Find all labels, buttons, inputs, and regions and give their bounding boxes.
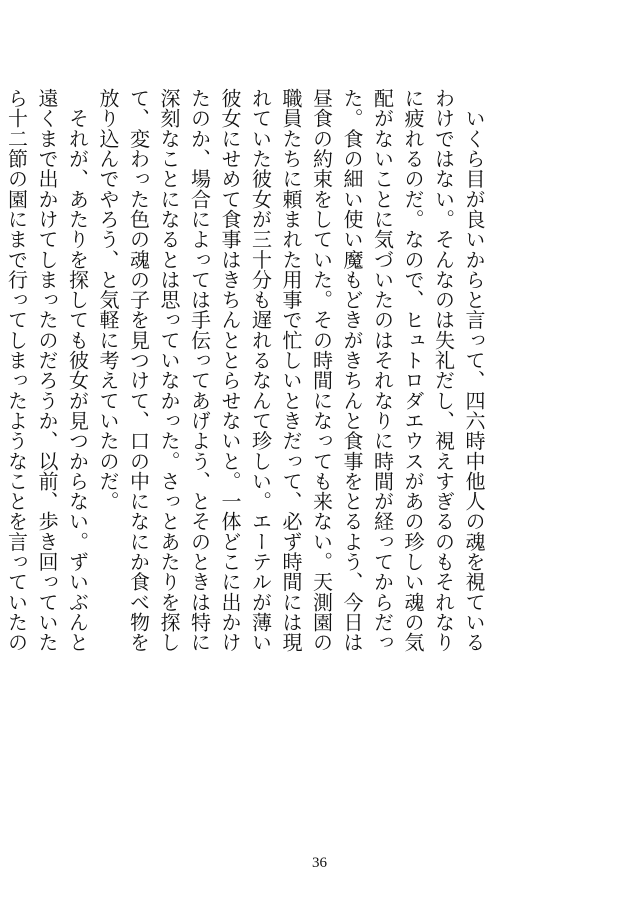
vertical-text-body <box>0 88 489 668</box>
paragraph-1: いくら目が良いからと言って、四六時中他人の魂を視ているわけではない。そんなのは失礼だし、視えすぎるのもそれなりに疲れるのだ。なので、ヒュトロダエウスがあの珍しい魂の気配がないことに気づいたのはそれなりに時間が経ってからだった。食の細い使い魔もどきがきちんと食事をとるよう、今日は昼食の約束をしていた。その時間になっても来ない。天測園の職員たちに頼まれた用事で忙しいときだって、必ず時間には現れていた彼女が三十分も遅れるなんて珍しい。エーテルが薄い彼女にせめて食事はきちんととらせないと。一体どこに出かけたのか、場合によっては手伝ってあげよう、とそのときは特に深刻なことになるとは思っていなかった。さっとあたりを探して、変わった色の魂の子を見つけて、口の中になにか食べ物を放り込んでやろう、と気軽に考えていたのだ。 <box>96 88 486 653</box>
paragraph-2: それが、あたりを探しても彼女が見つからない。ずいぶんと遠くまで出かけてしまったのだろうか、以前、歩き回っていたら十二節の園にまで行ってしまったようなことを言っていたの <box>4 88 90 653</box>
page-number: 36 <box>312 855 327 871</box>
